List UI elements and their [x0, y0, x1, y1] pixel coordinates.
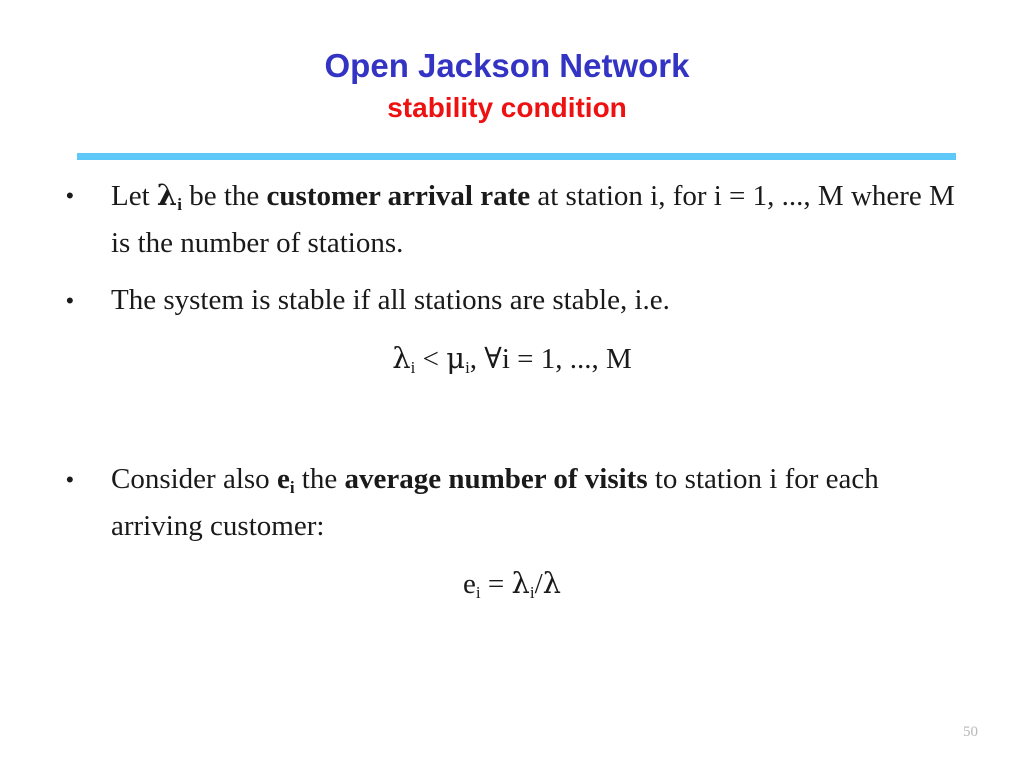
- subscript-i: i: [177, 195, 182, 214]
- text-segment: at station i, for i = 1, ..., M where M is the number of stations.: [111, 180, 955, 259]
- comma: ,: [469, 343, 485, 375]
- text-segment: the: [294, 463, 345, 495]
- bullet-text: [111, 456, 956, 550]
- subscript-i: i: [289, 478, 295, 497]
- bold-term-customer-arrival-rate: customer arrival rate: [266, 180, 531, 212]
- subscript-i: i: [529, 583, 535, 602]
- bullet-stability: [66, 277, 956, 324]
- bullet-marker: •: [66, 288, 74, 313]
- formula-range: i = 1, ..., M: [501, 343, 632, 375]
- bullet-text: [111, 172, 956, 267]
- bullet-visits: [66, 456, 956, 550]
- bullet-marker: •: [66, 467, 74, 492]
- stability-formula: [0, 338, 1024, 379]
- text-segment: to station i for each arriving customer:: [111, 463, 879, 542]
- mu-symbol: μ: [446, 341, 466, 375]
- slide-subtitle: stability condition: [387, 92, 627, 123]
- bold-term-average-visits: average number of visits: [344, 463, 648, 495]
- bullet-marker: •: [66, 183, 74, 208]
- visits-formula: [0, 563, 1024, 604]
- equals: =: [480, 568, 512, 600]
- subscript-i: i: [410, 358, 416, 377]
- lambda-symbol: λ: [511, 566, 530, 600]
- subscript-i: i: [475, 583, 481, 602]
- less-than: <: [415, 343, 447, 375]
- text-segment: Let: [111, 180, 157, 212]
- page-number: 50: [963, 724, 978, 740]
- forall-symbol: ∀: [484, 341, 502, 375]
- lambda-symbol: λ: [542, 566, 562, 600]
- e-symbol: e: [276, 463, 290, 495]
- text-segment: be the: [181, 180, 267, 212]
- text-segment: Consider also: [111, 463, 277, 495]
- slash: /: [534, 568, 543, 600]
- slide-title: Open Jackson Network: [324, 47, 690, 84]
- bullet-arrival-rate: [66, 172, 956, 267]
- lambda-symbol: λ: [392, 341, 411, 375]
- bullet-text: The system is stable if all stations are stable, i.e.: [111, 284, 670, 316]
- e-symbol: e: [462, 568, 476, 600]
- title-divider: [77, 153, 956, 160]
- subscript-i: i: [465, 358, 470, 377]
- lambda-symbol: λ: [156, 178, 178, 212]
